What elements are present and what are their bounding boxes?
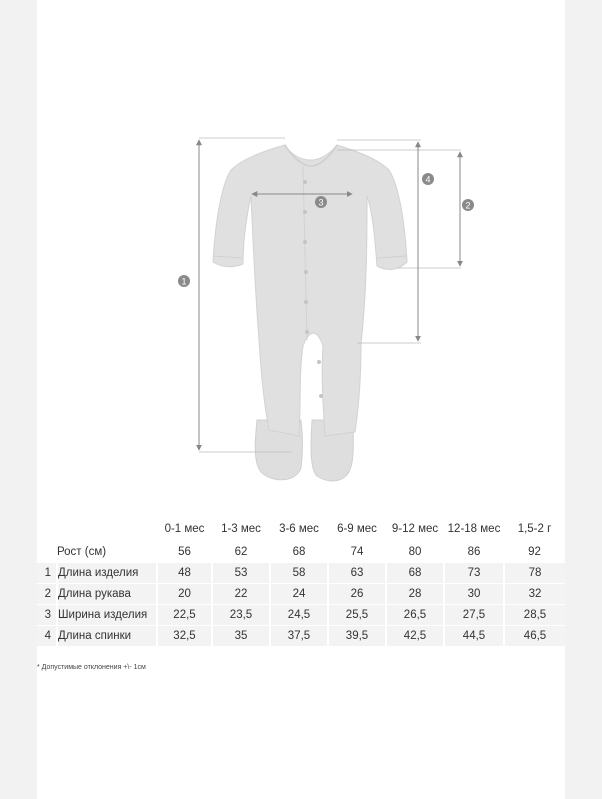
- row-number: 1: [37, 563, 57, 584]
- table-cell: 24: [270, 584, 328, 605]
- table-cell: 23,5: [212, 605, 270, 626]
- table-cell: 27,5: [444, 605, 504, 626]
- size-header: 1-3 мес: [221, 523, 261, 535]
- tolerance-footnote: * Допустимые отклонения +\- 1см: [37, 664, 146, 671]
- table-row-back: [37, 626, 565, 647]
- table-cell: 26,5: [386, 605, 444, 626]
- table-cell: 37,5: [270, 626, 328, 647]
- table-cell: 46,5: [504, 626, 565, 647]
- table-cell: 53: [212, 563, 270, 584]
- table-cell: 63: [328, 563, 386, 584]
- table-cell: 39,5: [328, 626, 386, 647]
- table-row-height: [37, 542, 565, 563]
- bodysuit-illustration: [213, 145, 407, 481]
- size-header: 0-1 мес: [164, 523, 205, 535]
- size-header: 3-6 мес: [279, 523, 319, 535]
- table-cell: 25,5: [328, 605, 386, 626]
- svg-text:4: 4: [425, 174, 431, 185]
- row-number: 4: [37, 626, 57, 647]
- table-cell: 26: [328, 584, 386, 605]
- row-label: Длина рукава: [57, 584, 157, 605]
- table-cell: 86: [467, 546, 481, 558]
- marker-1: [178, 275, 190, 287]
- table-cell: 30: [444, 584, 504, 605]
- row-label: Длина изделия: [57, 563, 157, 584]
- size-table: [37, 516, 565, 646]
- size-header: 6-9 мес: [337, 523, 377, 535]
- table-cell: 68: [292, 546, 306, 558]
- row-number: 3: [37, 605, 57, 626]
- table-cell: 68: [386, 563, 444, 584]
- table-cell: 20: [157, 584, 212, 605]
- marker-2: [462, 199, 474, 211]
- table-cell: 35: [212, 626, 270, 647]
- svg-text:1: 1: [181, 276, 187, 287]
- table-cell: 58: [270, 563, 328, 584]
- table-cell: 22,5: [157, 605, 212, 626]
- row-label: Длина спинки: [57, 626, 157, 647]
- row-label: Ширина изделия: [57, 605, 157, 626]
- table-cell: 73: [444, 563, 504, 584]
- table-row-width: [37, 605, 565, 626]
- table-row-length: [37, 563, 565, 584]
- table-cell: 44,5: [444, 626, 504, 647]
- table-cell: 42,5: [386, 626, 444, 647]
- svg-text:2: 2: [465, 200, 471, 211]
- row-number: [37, 542, 57, 563]
- table-cell: 78: [504, 563, 565, 584]
- marker-4: [422, 173, 434, 185]
- size-header: 1,5-2 г: [517, 523, 552, 535]
- table-row-sleeve: [37, 584, 565, 605]
- marker-3: [315, 196, 327, 208]
- size-header-row: [37, 516, 565, 542]
- table-cell: 80: [408, 546, 422, 558]
- table-cell: 32: [504, 584, 565, 605]
- table-cell: 92: [528, 546, 541, 558]
- row-number: 2: [37, 584, 57, 605]
- table-cell: 48: [157, 563, 212, 584]
- size-chart-sheet: [37, 0, 565, 799]
- svg-text:3: 3: [318, 197, 324, 208]
- size-header: 9-12 мес: [391, 523, 439, 535]
- table-cell: 62: [234, 546, 248, 558]
- garment-diagram: [37, 0, 565, 500]
- row-label: Рост (см): [57, 546, 107, 558]
- table-cell: 28,5: [504, 605, 565, 626]
- table-cell: 22: [212, 584, 270, 605]
- table-cell: 24,5: [270, 605, 328, 626]
- table-cell: 56: [178, 546, 191, 558]
- table-cell: 28: [386, 584, 444, 605]
- table-cell: 32,5: [157, 626, 212, 647]
- table-cell: 74: [350, 546, 364, 558]
- size-header: 12-18 мес: [447, 523, 501, 535]
